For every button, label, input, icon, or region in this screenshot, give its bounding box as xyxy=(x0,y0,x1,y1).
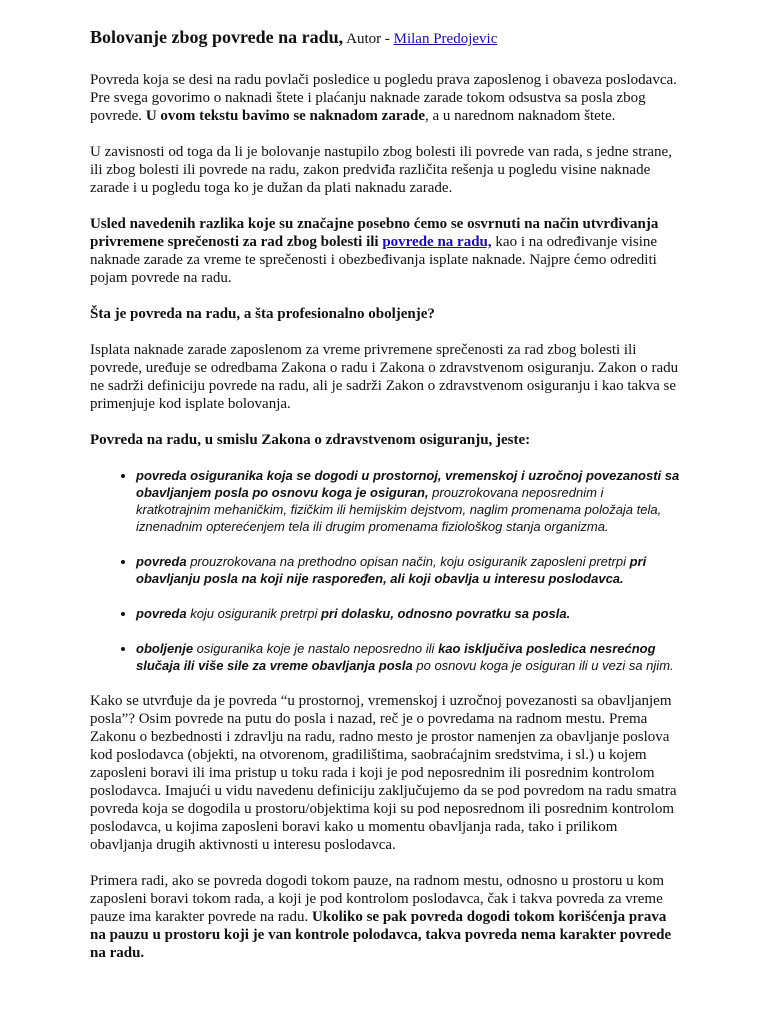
definition-list xyxy=(90,467,680,674)
list-item-bold: povreda osiguranika koja se dogodi u prostornoj, vremenskoj i uzročnoj povezanosti sa obavljanjem posla po osnovu koga je osiguran, xyxy=(136,468,680,500)
closing-p2-bold: Ukoliko se pak povreda dogodi tokom korišćenja prava na pauzu u prostoru koji je van kontrole polodavca, takva povreda nema karakter povrede na radu. xyxy=(90,909,672,961)
list-item-text: osiguranika koje je nastalo neposredno ili xyxy=(193,641,439,656)
list-item-tail: po osnovu koga je osiguran ili u vezi sa njim. xyxy=(412,658,674,673)
intro-p3-bold: Usled navedenih razlika koje su značajne posebno ćemo se osvrnuti na način utvrđivanja privremene sprečenosti za rad zbog bolesti ili xyxy=(90,216,659,250)
list-item-bold-2: kao isključiva posledica nesrećnog slučaja ili više sile za vreme obavljanja posla xyxy=(136,641,656,673)
list-item-bold-2: pri obavljanju posla na koji nije raspoređen, ali koji obavlja u interesu poslodavca. xyxy=(136,554,647,586)
document-page xyxy=(90,28,680,980)
author-link[interactable]: Milan Predojevic xyxy=(393,31,498,47)
definition-heading xyxy=(90,431,680,449)
section-paragraph: Isplata naknade zarade zaposlenom za vreme privremene sprečenosti za rad zbog bolesti ili povrede, uređuje se odredbama Zakona o radu i Zakona o zdravstvenom osiguranju. Zakon o radu ne sadrži definiciju povrede na radu, ali je sadrži Zakon o zdravstvenom osiguranju i kao takva se primenjuje kod isplate bolovanja. xyxy=(90,342,679,412)
list-item-bold-2: pri dolasku, odnosno povratku sa posla. xyxy=(320,606,571,621)
intro-paragraph-3 xyxy=(90,215,680,287)
list-item-bold: povreda xyxy=(136,554,187,569)
closing-paragraph-1: Kako se utvrđuje da je povreda “u prostornoj, vremenskoj i uzročnoj povezanosti sa obavljanjem posla”? Osim povrede na putu do posla i nazad, reč je o povredama na radnom mestu. Prema Zakonu o bezbednosti i zdravlju na radu, radno mesto je prostor namenjen za obavljanje poslova kod poslodavca (objekti, na otvorenom, gradilištima, saobraćajnim sredstvima, i sl.) u kojem zaposleni boravi ili ima pristup u toku rada i koji je pod neposrednim ili posrednim kontrolom poslodavca. Imajući u vidu navedenu definiciju zaključujemo da se pod povredom na radu smatra povreda koja se dogodila u prostoru/objektima koji su pod neposrednom ili posrednim kontrolom poslodavca, u kojima zaposleni boravi kako u momentu obavljanja rada, tako i prilikom obavljanja drugih aktivnosti u interesu poslodavca. xyxy=(90,693,677,853)
definition-heading-text: Povreda na radu, u smislu Zakona o zdravstvenom osiguranju, jeste: xyxy=(90,432,531,448)
intro-p1-bold: U ovom tekstu bavimo se naknadom zarade xyxy=(145,108,425,124)
intro-p1-text: Povreda koja se desi na radu povlači posledice u pogledu prava zaposlenog i obaveza poslodavca. Pre svega govorimo o naknadi štete i plaćanju naknade zarade tokom odsustva sa posla zbog povrede. xyxy=(90,72,677,124)
list-item xyxy=(136,605,680,622)
intro-paragraph-2: U zavisnosti od toga da li je bolovanje nastupilo zbog bolesti ili povrede van rada, s jedne strane, ili zbog bolesti ili povrede na radu, zakon predviđa različita rešenja u pogledu visine naknade zarade i u pogledu toga ko je dužan da plati naknadu zarade. xyxy=(90,144,672,196)
closing-paragraph-2 xyxy=(90,872,680,962)
list-item-text: prouzrokovana na prethodno opisan način, koju osiguranik zaposleni pretrpi xyxy=(186,554,630,569)
povrede-na-radu-link[interactable]: povrede na radu, xyxy=(382,234,492,250)
section-heading: Šta je povreda na radu, a šta profesionalno oboljenje? xyxy=(90,306,435,322)
list-item xyxy=(136,640,680,674)
list-item xyxy=(136,553,680,587)
list-item-bold: oboljenje xyxy=(136,641,194,656)
list-item-bold: povreda xyxy=(136,606,187,621)
article-header xyxy=(90,28,680,48)
article-title: Bolovanje zbog povrede na radu, xyxy=(90,27,344,47)
list-item xyxy=(136,467,680,535)
closing-p2-text: Primera radi, ako se povreda dogodi tokom pauze, na radnom mestu, odnosno u prostoru u kom zaposleni boravi tokom rada, a koji je pod kontrolom poslodavca, čak i takva povreda za vreme pauze ima karakter povrede na radu. xyxy=(90,873,665,925)
list-item-text: prouzrokovana neposrednim i kratkotrajnim mehaničkim, fizičkim ili hemijskim dejstvom, naglim promenama položaja tela, iznenadnim opterećenjem tela ili drugim promenama fiziološkog stanja organizma. xyxy=(136,485,662,534)
intro-p3-tail: kao i na određivanje visine naknade zarade za vreme te sprečenosti i obezbeđivanja isplate naknade. Najpre ćemo odrediti pojam povrede na radu. xyxy=(90,234,658,286)
intro-paragraph-1 xyxy=(90,71,680,125)
intro-p1-tail: , a u narednom naknadom štete. xyxy=(425,108,616,124)
author-label: Autor - xyxy=(346,31,390,47)
list-item-text: koju osiguranik pretrpi xyxy=(186,606,321,621)
